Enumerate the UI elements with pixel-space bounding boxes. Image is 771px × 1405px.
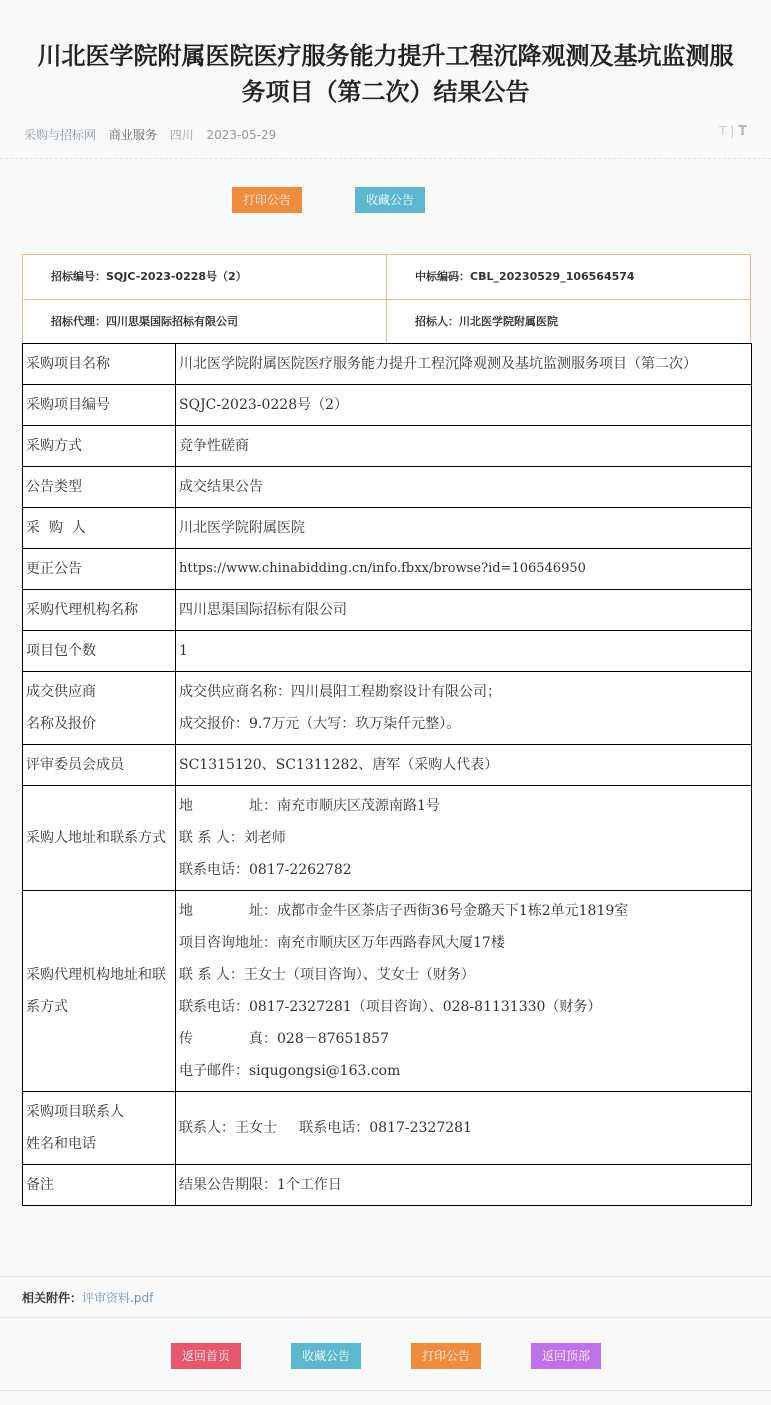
table-row [23,508,752,549]
table-row [23,745,752,786]
font-size-switch [719,124,747,139]
date-label: 2023-05-29 [206,128,277,142]
correction-notice-link[interactable]: https://www.chinabidding.cn/info.fbxx/browse?id=106546950 [176,549,752,590]
row-label: 采购人地址和联系方式 [23,786,176,891]
table-row [23,344,752,385]
notice-type: 成交结果公告 [176,467,752,508]
supplier-name: 成交供应商名称：四川晨阳工程勘察设计有限公司； [179,684,501,700]
addr-key: 址： [249,903,277,919]
tender-agency: 招标代理：四川思渠国际招标有限公司 [51,315,238,328]
committee-members: SC1315120、SC1311282、唐军（采购人代表） [176,745,752,786]
row-label-line: 姓名和电话 [26,1136,96,1152]
row-label [23,1092,176,1165]
table-row [23,590,752,631]
agency-contact [176,891,752,1092]
info-row [23,299,750,343]
agency-name: 四川思渠国际招标有限公司 [176,590,752,631]
info-box [22,254,751,344]
font-separator: | [730,124,735,138]
purchaser: 川北医学院附属医院 [176,508,752,549]
table-row [23,786,752,891]
source-link[interactable]: 采购与招标网 [24,128,97,142]
font-large-button[interactable]: T [738,124,747,139]
project-contact: 联系人：王女士 联系电话：0817-2327281 [176,1092,752,1165]
row-label-line: 成交供应商 [26,684,96,700]
table-row [23,891,752,1092]
procurement-method: 竞争性磋商 [176,426,752,467]
result-table [22,343,752,1206]
row-label-line: 采购项目联系人 [26,1104,124,1120]
category-label: 商业服务 [108,128,157,142]
table-row [23,631,752,672]
region-label: 四川 [169,128,194,142]
row-label: 评审委员会成员 [23,745,176,786]
addr-value: 成都市金牛区茶店子西街36号金璐天下1栋2单元1819室 [277,903,629,919]
attachment-bar [0,1276,771,1318]
purchaser-contact-person: 联 系 人：刘老师 [179,830,286,846]
row-label: 更正公告 [23,549,176,590]
purchaser-phone: 联系电话：0817-2262782 [179,862,352,878]
project-name: 川北医学院附属医院医疗服务能力提升工程沉降观测及基坑监测服务项目（第二次） [176,344,752,385]
tender-number: 招标编号：SQJC-2023-0228号（2） [51,270,247,283]
row-label: 采购代理机构地址和联系方式 [23,891,176,1092]
row-label: 采购项目编号 [23,385,176,426]
row-label: 采购项目名称 [23,344,176,385]
back-to-top-button[interactable]: 返回顶部 [531,1343,601,1369]
consult-address: 项目咨询地址：南充市顺庆区万年西路春风大厦17楼 [179,935,505,951]
winning-supplier [176,672,752,745]
agency-fax [179,1023,748,1055]
purchaser-contact [176,786,752,891]
purchaser-address [179,790,748,822]
row-label: 采购代理机构名称 [23,590,176,631]
row-label: 采 购 人 [23,508,176,549]
meta-bar [24,126,285,143]
addr-value: 南充市顺庆区茂源南路1号 [277,798,440,814]
row-label: 公告类型 [23,467,176,508]
row-label-line: 名称及报价 [26,716,96,732]
favorite-button-top[interactable]: 收藏公告 [355,187,425,213]
addr-key: 地 [179,798,193,814]
page-title [20,38,751,110]
fax-key: 传 [179,1031,193,1047]
print-button[interactable]: 打印公告 [411,1343,481,1369]
fax-key: 真： [249,1031,277,1047]
agency-contact-person: 联 系 人：王女士（项目咨询）、艾女士（财务） [179,967,475,983]
award-code: 中标编码：CBL_20230529_106564574 [386,255,750,299]
favorite-button[interactable]: 收藏公告 [291,1343,361,1369]
tenderer: 招标人：川北医学院附属医院 [386,300,750,343]
page-title-line1: 川北医学院附属医院医疗服务能力提升工程沉降观测及基坑监测服 [37,42,734,70]
page-title-line2: 务项目（第二次）结果公告 [241,78,530,106]
addr-key: 地 [179,903,193,919]
row-label [23,672,176,745]
font-small-button[interactable]: T [719,124,727,138]
package-count: 1 [176,631,752,672]
addr-key: 址： [249,798,277,814]
attachment-label: 相关附件： [22,1291,83,1305]
table-row [23,549,752,590]
table-row [23,1165,752,1206]
divider [0,1390,771,1391]
fax-value: 028－87651857 [277,1031,389,1047]
agency-address [179,895,748,927]
agency-email: 电子邮件：siqugongsi@163.com [179,1063,401,1079]
attachment-link[interactable]: 评审资料.pdf [82,1291,154,1305]
project-number: SQJC-2023-0228号（2） [176,385,752,426]
table-row [23,672,752,745]
home-button[interactable]: 返回首页 [171,1343,241,1369]
row-label: 备注 [23,1165,176,1206]
table-row [23,467,752,508]
agency-phone: 联系电话：0817-2327281（项目咨询）、028-81131330（财务） [179,999,602,1015]
table-row [23,426,752,467]
supplier-price: 成交报价：9.7万元（大写：玖万柒仟元整）。 [179,716,461,732]
info-row [23,255,750,299]
print-button-top[interactable]: 打印公告 [232,187,302,213]
remarks: 结果公告期限：1个工作日 [176,1165,752,1206]
row-label: 采购方式 [23,426,176,467]
table-row [23,385,752,426]
table-row [23,1092,752,1165]
divider [0,158,771,159]
row-label: 项目包个数 [23,631,176,672]
